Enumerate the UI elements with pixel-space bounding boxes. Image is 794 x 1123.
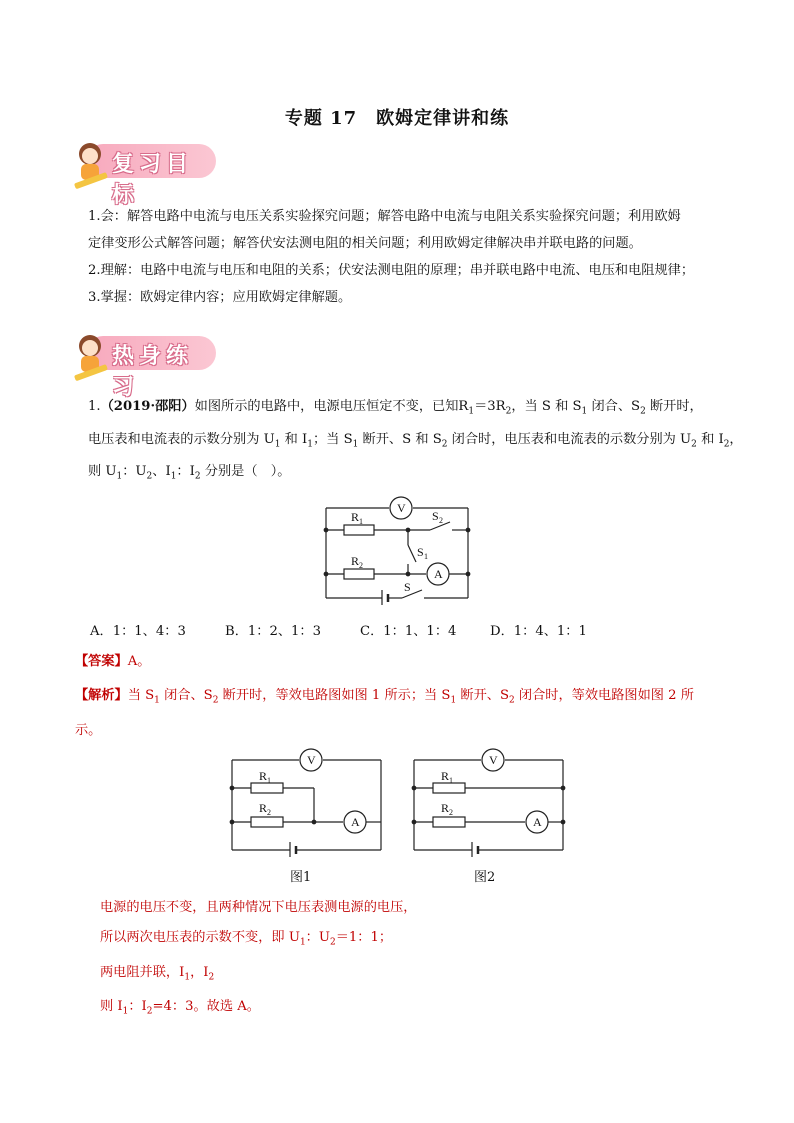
objective-line: 1.会：解答电路中电流与电压关系实验探究问题；解答电路中电流与电阻关系实验探究问题；利用欧姆 (88, 209, 681, 224)
svg-text:S: S (417, 545, 424, 559)
objectives (88, 203, 728, 311)
figure-1-caption: 图1 (290, 870, 312, 885)
svg-text:1: 1 (267, 776, 271, 785)
svg-text:1: 1 (424, 552, 428, 561)
banner-label: 热身练习 (112, 343, 194, 400)
answer-line: 【答案】A。 (75, 654, 151, 669)
svg-text:S: S (432, 509, 439, 523)
stem-line-2: 电压表和电流表的示数分别为 $U_1$ 和 $I_1$；当 $S_1$ 断开、S 和 $S_2$ 闭合时，电压表和电流表的示数分别为 $U_2$ 和 $I_2$， (88, 431, 743, 450)
svg-text:R: R (441, 801, 450, 815)
objective-line: 2.理解：电路中电流与电压和电阻的关系；伏安法测电阻的原理；串并联电路中电流、电压和电阻规律； (88, 263, 695, 278)
option-b: B．1：2、1：3 (225, 624, 322, 639)
svg-text:A: A (351, 815, 360, 829)
main-circuit-diagram (318, 490, 478, 605)
resistor-r2-symbol (344, 569, 374, 579)
option-d: D．1：4、1：1 (490, 624, 587, 639)
figure-2-caption: 图2 (474, 870, 496, 885)
svg-text:R: R (351, 554, 360, 568)
section-banner-warmup (70, 332, 220, 400)
resistor-r1-symbol (344, 525, 374, 535)
objective-line: 3.掌握：欧姆定律内容；应用欧姆定律解题。 (88, 290, 352, 305)
svg-text:S: S (404, 580, 411, 594)
girl-pencil-icon (70, 140, 110, 196)
svg-text:1: 1 (449, 776, 453, 785)
explanation (100, 893, 417, 1027)
girl-pencil-icon (70, 332, 110, 388)
svg-text:A: A (434, 567, 443, 581)
explanation-line: 电源的电压不变，且两种情况下电压表测电源的电压， (100, 900, 417, 915)
analysis-paragraph: 【解析】当 $S_1$ 闭合、$S_2$ 断开时，等效电路图如图 1 所示；当 $S_1$ 断开、$S_2$ 闭合时，等效电路图如图 2 所 示。 (75, 688, 694, 738)
svg-text:R: R (441, 769, 450, 783)
question-stem (88, 393, 743, 491)
svg-text:A: A (533, 815, 542, 829)
svg-text:R: R (259, 801, 268, 815)
svg-text:1: 1 (359, 517, 363, 526)
question-source: （2019·邵阳） (100, 399, 195, 414)
svg-text:R: R (259, 769, 268, 783)
figure-2-circuit (408, 745, 570, 857)
section-banner-review-goals (70, 140, 220, 208)
svg-text:V: V (307, 753, 316, 767)
explanation-line: 两电阻并联，$I_1$，$I_2$ (100, 964, 215, 983)
stem-line-3: 则 $U_1$：$U_2$、$I_1$：$I_2$ 分别是（ ）。 (88, 464, 291, 482)
explanation-line: 则 $I_1$：$I_2=4$：3。故选 A。 (100, 999, 260, 1017)
banner-label: 复习目标 (112, 151, 194, 208)
svg-text:V: V (489, 753, 498, 767)
svg-text:2: 2 (359, 561, 363, 570)
svg-text:V: V (397, 501, 406, 515)
svg-text:2: 2 (449, 808, 453, 817)
explanation-line: 所以两次电压表的示数不变，即 $U_1$：$U_2=1$：1； (100, 930, 393, 948)
svg-text:R: R (351, 510, 360, 524)
figure-1-circuit (226, 745, 388, 857)
objective-line: 定律变形公式解答问题；解答伏安法测电阻的相关问题；利用欧姆定律解决串并联电路的问题。 (88, 236, 642, 251)
stem-line-1: 1.（2019·邵阳）如图所示的电路中，电源电压恒定不变，已知$R_1=3R_2$，当 S 和 $S_1$ 闭合、$S_2$ 断开时， (88, 399, 703, 417)
option-c: C．1：1、1：4 (360, 624, 457, 639)
svg-text:2: 2 (439, 516, 443, 525)
option-a: A．1：1、4：3 (90, 624, 186, 639)
page-title: 专题 17 欧姆定律讲和练 (284, 108, 510, 129)
svg-text:2: 2 (267, 808, 271, 817)
